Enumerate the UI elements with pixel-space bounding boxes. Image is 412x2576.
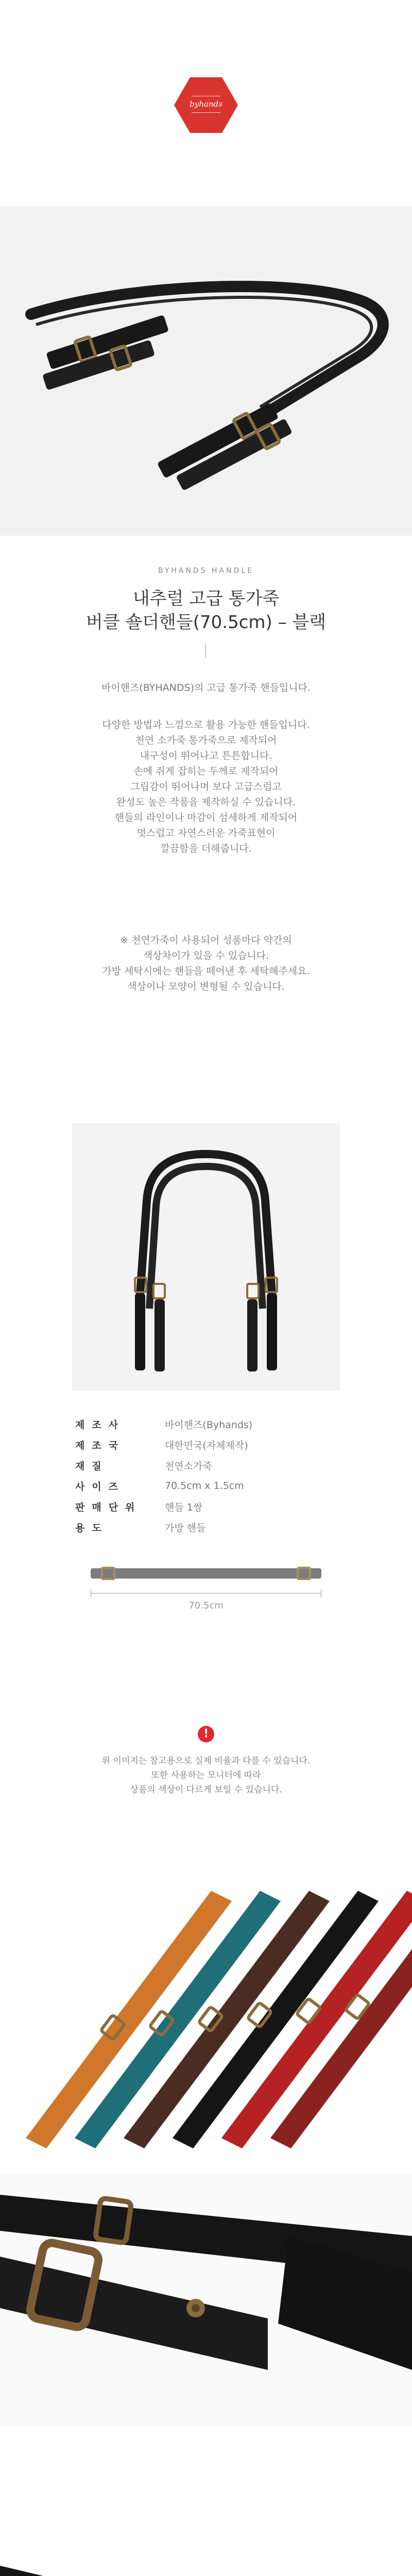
spec-row bbox=[72, 1476, 340, 1496]
brand-subtitle: BYHANDS HANDLE bbox=[158, 567, 254, 575]
spec-label: 사이즈 bbox=[75, 1481, 126, 1493]
spec-row bbox=[72, 1517, 340, 1537]
spec-row bbox=[72, 1414, 340, 1434]
description-line: 천연 소가죽 통가죽으로 제작되어 bbox=[135, 735, 277, 746]
description-line: 깔끔함을 더해줍니다. bbox=[160, 843, 252, 854]
warning-line: 위 이미지는 참고용으로 실제 비율과 다를 수 있습니다. bbox=[101, 1756, 311, 1766]
product-strap-illustration bbox=[72, 1123, 340, 1391]
note-line: 가방 세탁시에는 핸들을 떼어낸 후 세탁해주세요. bbox=[102, 965, 310, 977]
hero-product-photo bbox=[0, 206, 412, 536]
buckle-detail-illustration bbox=[0, 2174, 412, 2427]
buckle-closeup-illustration bbox=[0, 2494, 412, 2576]
intro-sentence: 바이핸즈(BYHANDS)의 고급 통가죽 핸들입니다. bbox=[101, 682, 311, 693]
note-line: 색상차이가 있을 수 있습니다. bbox=[143, 950, 269, 961]
spec-value: 가방 핸들 bbox=[165, 1522, 206, 1534]
spec-label: 재질 bbox=[75, 1460, 109, 1472]
dimension-buckle-right bbox=[297, 1567, 311, 1580]
description-line: 핸들의 라인이나 마감이 섬세하게 제작되어 bbox=[114, 812, 298, 823]
spec-row bbox=[72, 1455, 340, 1476]
spec-value: 바이핸즈(Byhands) bbox=[165, 1419, 253, 1431]
spec-value: 천연소가죽 bbox=[165, 1460, 212, 1472]
dimension-label: 70.5cm bbox=[188, 1600, 224, 1611]
buckle-detail-photo bbox=[0, 2174, 412, 2427]
description-line: 손에 쥐게 잡히는 두께로 제작되어 bbox=[133, 766, 279, 777]
description-line: 내구성이 뛰어나고 튼튼합니다. bbox=[140, 750, 272, 761]
description-line: 멋스럽고 자연스러운 가죽표현이 bbox=[136, 827, 276, 839]
spec-label: 용도 bbox=[75, 1522, 109, 1534]
buckle-closeup-photo bbox=[0, 2494, 412, 2576]
description-block bbox=[0, 717, 412, 856]
product-title-line2: 버클 숄더핸들(70.5cm) – 블랙 bbox=[85, 612, 327, 633]
spec-value: 대한민국(자체제작) bbox=[165, 1439, 248, 1451]
logo-section bbox=[0, 0, 412, 206]
dimension-line bbox=[91, 1593, 321, 1594]
spec-value: 핸들 1쌍 bbox=[165, 1501, 203, 1513]
hero-strap-illustration bbox=[0, 206, 412, 536]
description-line: 완성도 높은 작품을 제작하실 수 있습니다. bbox=[116, 796, 296, 808]
warning-text bbox=[0, 1754, 412, 1797]
spec-table bbox=[72, 1414, 340, 1537]
spec-row bbox=[72, 1434, 340, 1455]
spec-label: 제조사 bbox=[75, 1419, 126, 1431]
spec-label: 판매단위 bbox=[75, 1501, 142, 1513]
color-variants-illustration bbox=[0, 1880, 412, 2159]
note-line: ※ 천연가죽이 사용되어 성품마다 약간의 bbox=[120, 935, 292, 946]
product-title-line1: 내추럴 고급 통가죽 bbox=[132, 588, 280, 609]
warning-icon: ! bbox=[198, 1726, 214, 1742]
care-notes bbox=[0, 933, 412, 994]
dimension-buckle-left bbox=[101, 1567, 115, 1580]
dimension-strap-diagram bbox=[91, 1568, 321, 1579]
title-divider bbox=[205, 643, 206, 657]
warning-line: 상품의 색상이 다르게 보일 수 있습니다. bbox=[130, 1785, 282, 1795]
description-line: 다양한 방법과 느낌으로 활용 가능한 핸들입니다. bbox=[102, 719, 310, 731]
product-flatlay-photo bbox=[72, 1123, 340, 1391]
color-variants-photo bbox=[0, 1880, 412, 2159]
description-line: 그립감이 뛰어나며 보다 고급스럽고 bbox=[130, 781, 282, 792]
logo-text: byhands bbox=[190, 99, 222, 109]
spec-label: 제조국 bbox=[75, 1439, 126, 1451]
spec-value: 70.5cm x 1.5cm bbox=[165, 1480, 244, 1492]
spec-row bbox=[72, 1496, 340, 1517]
logo-divider-bottom bbox=[192, 112, 220, 113]
note-line: 색상이나 모양이 변형될 수 있습니다. bbox=[127, 981, 285, 992]
warning-line: 또한 사용하는 모니터에 따라 bbox=[151, 1770, 261, 1781]
